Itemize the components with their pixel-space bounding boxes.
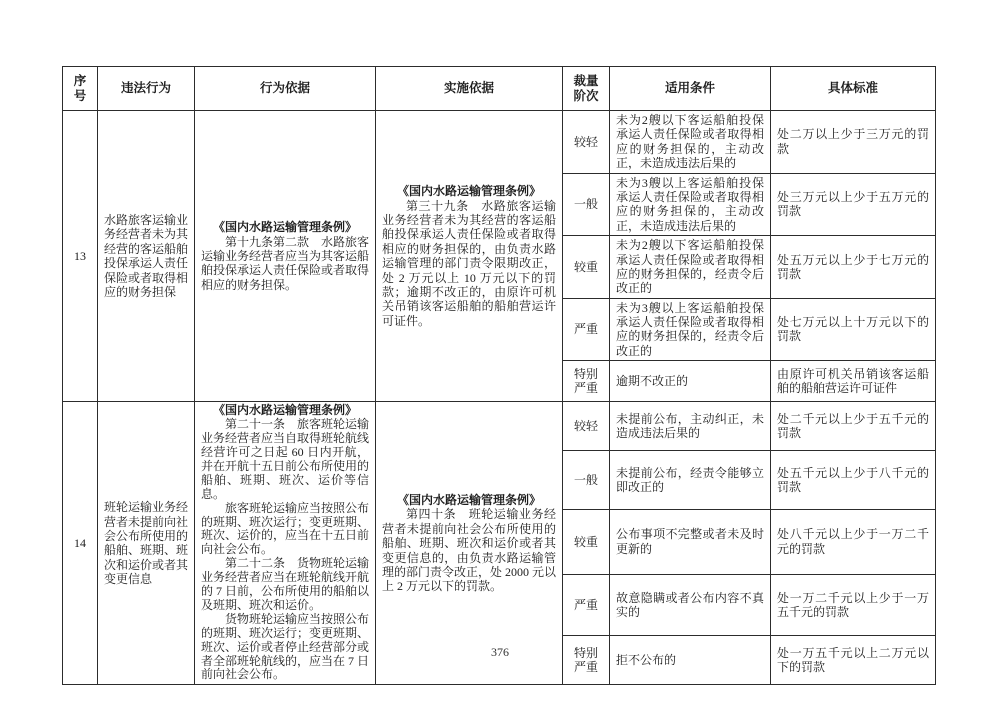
tier-condition-cell: 故意隐瞒或者公布内容不真实的	[610, 574, 771, 636]
tier-standard-cell: 处一万二千元以上少于一万五千元的罚款	[771, 574, 936, 636]
tier-condition-cell: 公布事项不完整或者未及时更新的	[610, 509, 771, 574]
page-number: 376	[491, 645, 509, 659]
law-paragraph: 第二十二条 货物班轮运输业务经营者应当在班轮航线开航的 7 日前，公布所使用的船舶以及班期、班次和运价。	[201, 556, 370, 612]
tier-level-cell: 较轻	[563, 111, 610, 174]
tier-standard-cell: 处八千元以上少于一万二千元的罚款	[771, 509, 936, 574]
tier-level-cell: 一般	[563, 451, 610, 510]
row-14-seq-cell: 14	[63, 402, 98, 685]
header-violation: 违法行为	[98, 67, 195, 111]
row-13-behavior-basis-cell	[195, 111, 376, 402]
tier-standard-cell: 处三万元以上少于五万元的罚款	[771, 173, 936, 236]
header-seq: 序号	[63, 67, 98, 111]
row-14-impl-basis-cell	[376, 402, 563, 685]
tier-level-cell: 严重	[563, 574, 610, 636]
law-title: 《国内水路运输管理条例》	[396, 492, 541, 507]
law-paragraph: 第二十一条 旅客班轮运输业务经营者应当自取得班轮航线经营许可之日起 60 日内开航，并在开航十五日前公布所使用的船舶、班期、班次、运价等信息。	[201, 417, 370, 501]
tier-standard-cell: 处五万元以上少于七万元的罚款	[771, 236, 936, 299]
tier-level-cell: 特别严重	[563, 636, 610, 685]
tier-standard-cell: 由原许可机关吊销该客运船舶的船舶营运许可证件	[771, 361, 936, 402]
tier-level-cell: 较轻	[563, 402, 610, 451]
tier-condition-cell: 未为2艘以下客运船舶投保承运人责任保险或者取得相应的财务担保的，经责令后改正的	[610, 236, 771, 299]
header-impl-basis: 实施依据	[376, 67, 563, 111]
law-paragraph: 第十九条第二款 水路旅客运输业务经营者应当为其客运船舶投保承运人责任保险或者取得相应的财务担保。	[201, 234, 370, 292]
law-paragraph: 第三十九条 水路旅客运输业务经营者未为其经营的客运船舶投保承运人责任保险或者取得相应的财务担保的，由负责水路运输管理的部门责令限期改正，处 2 万元以上 10 万元以下的罚款；逾期不改正的，由原许可机关吊销该客运船舶的船舶营运许可证件。	[382, 198, 556, 328]
row-13-violation-cell: 水路旅客运输业务经营者未为其经营的客运船舶投保承运人责任保险或者取得相应的财务担保	[98, 111, 195, 402]
tier-standard-cell: 处二千元以上少于五千元的罚款	[771, 402, 936, 451]
header-conditions: 适用条件	[610, 67, 771, 111]
tier-standard-cell: 处七万元以上十万元以下的罚款	[771, 298, 936, 361]
law-paragraph: 旅客班轮运输应当按照公布的班期、班次运行；变更班期、班次、运价的，应当在十五日前向社会公布。	[201, 500, 370, 557]
header-behavior-basis: 行为依据	[195, 67, 376, 111]
header-standards: 具体标准	[771, 67, 936, 111]
tier-standard-cell: 处二万以上少于三万元的罚款	[771, 111, 936, 174]
tier-condition-cell: 未提前公布，经责令能够立即改正的	[610, 451, 771, 510]
law-paragraph: 第四十条 班轮运输业务经营者未提前向社会公布所使用的船舶、班期、班次和运价或者其变更信息的，由负责水路运输管理的部门责令改正，处 2000 元以上 2 万元以下的罚款。	[382, 507, 557, 594]
regulation-penalty-table	[62, 66, 936, 685]
row-14-behavior-basis-cell	[195, 402, 376, 685]
row-13-seq-cell: 13	[63, 111, 98, 402]
header-discretion-tier: 裁量阶次	[563, 67, 610, 111]
tier-level-cell: 较重	[563, 236, 610, 299]
law-paragraph: 货物班轮运输应当按照公布的班期、班次运行；变更班期、班次、运价或者停止经营部分或者全部班轮航线的，应当在 7 日前向社会公布。	[201, 611, 370, 682]
tier-condition-cell: 未为3艘以上客运船舶投保承运人责任保险或者取得相应的财务担保的，主动改正，未造成违法后果的	[610, 173, 771, 236]
tier-condition-cell: 未为2艘以下客运船舶投保承运人责任保险或者取得相应的财务担保的，主动改正，未造成违法后果的	[610, 111, 771, 174]
tier-level-cell: 严重	[563, 298, 610, 361]
law-title: 《国内水路运输管理条例》	[396, 184, 541, 199]
row-13-tier-1	[63, 111, 936, 174]
table-header-row	[63, 67, 936, 111]
row-14-violation-cell: 班轮运输业务经营者未提前向社会公布所使用的船舶、班期、班次和运价或者其变更信息	[98, 402, 195, 685]
tier-standard-cell: 处五千元以上少于八千元的罚款	[771, 451, 936, 510]
law-title: 《国内水路运输管理条例》	[212, 403, 357, 418]
row-14-tier-1	[63, 402, 936, 451]
tier-level-cell: 特别严重	[563, 361, 610, 402]
tier-standard-cell: 处一万五千元以上二万元以下的罚款	[771, 636, 936, 685]
law-title: 《国内水路运输管理条例》	[212, 220, 357, 235]
row-13-impl-basis-cell	[376, 111, 563, 402]
tier-condition-cell: 未提前公布，主动纠正，未造成违法后果的	[610, 402, 771, 451]
tier-condition-cell: 逾期不改正的	[610, 361, 771, 402]
tier-level-cell: 较重	[563, 509, 610, 574]
tier-condition-cell: 未为3艘以上客运船舶投保承运人责任保险或者取得相应的财务担保的，经责令后改正的	[610, 298, 771, 361]
tier-condition-cell: 拒不公布的	[610, 636, 771, 685]
tier-level-cell: 一般	[563, 173, 610, 236]
